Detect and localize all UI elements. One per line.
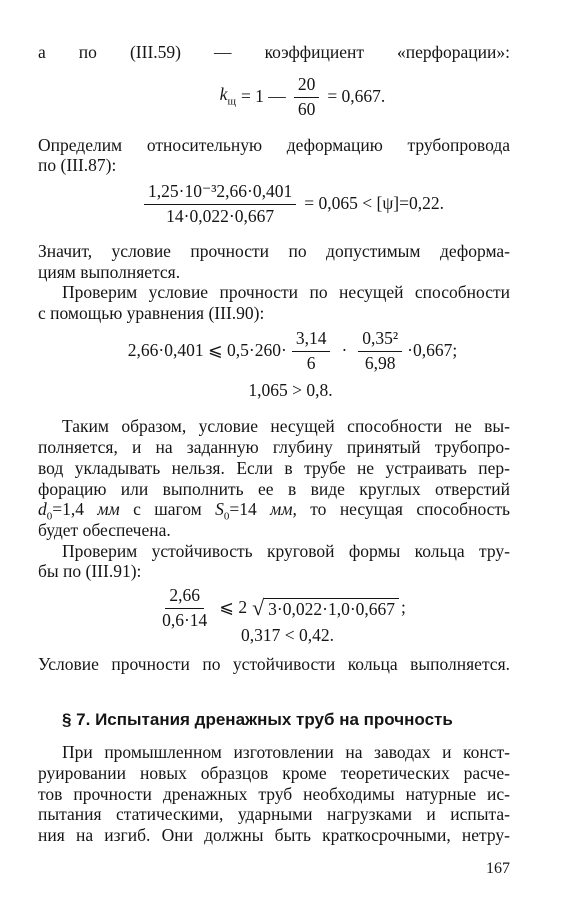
- text-line: бы по (III.91):: [38, 561, 142, 581]
- text-line: пытания статическими, ударными нагрузками и испыта-: [38, 804, 510, 824]
- text-line: При промышленном изготовлении на заводах и конст-: [62, 742, 510, 762]
- text-line: по (III.87):: [38, 155, 117, 175]
- text-line: Проверим условие прочности по несущей способности: [62, 282, 510, 302]
- text-line: тов прочности дренажных труб необходимы натурные ис-: [38, 784, 510, 804]
- symbol-subscript: 0: [46, 510, 53, 523]
- unit: мм,: [270, 499, 297, 519]
- fraction: [158, 587, 211, 629]
- symbol-subscript: 0: [223, 510, 230, 523]
- text-line: форацию или выполнить ее в виде круглых отверстий: [38, 479, 510, 499]
- eq-subscript: щ: [227, 95, 236, 108]
- eq-text: = 0,667.: [327, 86, 386, 107]
- value: =14: [229, 499, 257, 519]
- equation-result: [0, 627, 565, 645]
- eq-text: = 0,065 < [ψ]=0,22.: [304, 193, 444, 214]
- eq-text: 0,317 < 0,42.: [241, 625, 334, 645]
- denominator: 0,6·14: [162, 609, 208, 630]
- fraction: [294, 76, 320, 118]
- numerator: 2,66: [165, 587, 204, 609]
- denominator: 6: [306, 352, 316, 373]
- square-root: [252, 597, 399, 619]
- eq-text: ·: [341, 340, 348, 361]
- eq-symbol: k: [219, 84, 228, 105]
- value: =1,4: [52, 499, 84, 519]
- eq-text: = 1 —: [240, 86, 286, 107]
- equation-deformation: [0, 183, 565, 225]
- eq-text: ·0,667;: [407, 340, 458, 361]
- denominator: 60: [297, 98, 316, 119]
- page-number: 167: [486, 860, 510, 877]
- text-line: Условие прочности по устойчивости кольца выполняется.: [38, 654, 510, 674]
- text-line: руировании новых образцов кроме теоретических расче-: [38, 763, 510, 783]
- text-line: циям выполняется.: [38, 262, 181, 282]
- equation-stability: [0, 587, 565, 629]
- numerator: 20: [294, 76, 320, 98]
- text-line: будет обеспечена.: [38, 520, 171, 540]
- text-line: Проверим устойчивость круговой формы кольца тру-: [62, 541, 510, 561]
- text-line: вод укладывать нельзя. Если в трубе не устраивать пер-: [38, 458, 510, 478]
- numerator: 0,35²: [358, 330, 402, 352]
- numerator: 1,25·10⁻³2,66·0,401: [144, 183, 296, 205]
- symbol-s: S: [215, 499, 224, 519]
- numerator: 3,14: [292, 330, 331, 352]
- radicand: 3·0,022·1,0·0,667: [264, 598, 399, 619]
- denominator: 14·0,022·0,667: [166, 205, 275, 226]
- text: с шагом: [133, 499, 202, 519]
- fraction: [292, 330, 331, 372]
- text-line: Таким образом, условие несущей способности не вы-: [62, 416, 510, 436]
- text: то несущая способность: [310, 499, 511, 519]
- eq-text: 1,065 > 0,8.: [248, 380, 333, 400]
- text-line: полняется, и на заданную глубину принятый трубопро-: [38, 437, 510, 457]
- eq-text: ⩽ 2: [219, 597, 248, 618]
- equation-result: [0, 382, 565, 400]
- symbol-d: d: [38, 499, 47, 519]
- section-heading: [62, 711, 453, 729]
- equation-bearing-capacity: [0, 330, 565, 372]
- eq-text: 2,66·0,401 ⩽ 0,5·260·: [127, 340, 287, 361]
- radical-sign: √: [252, 595, 265, 620]
- denominator: 6,98: [364, 352, 396, 373]
- eq-text: ;: [401, 597, 406, 618]
- equation-k-coefficient: [0, 76, 565, 118]
- unit: мм: [97, 499, 120, 519]
- text-line: а по (III.59) — коэффициент «перфорации»:: [38, 42, 510, 62]
- section-title: § 7. Испытания дренажных труб на прочность: [62, 710, 453, 729]
- text-line: Определим относительную деформацию трубопровода: [38, 135, 510, 155]
- text-line: ния на изгиб. Они должны быть краткосрочными, нетру-: [38, 825, 510, 845]
- fraction: [358, 330, 402, 372]
- text-line: Значит, условие прочности по допустимым деформа-: [38, 241, 510, 261]
- text-line: с помощью уравнения (III.90):: [38, 303, 265, 323]
- fraction: [144, 183, 296, 225]
